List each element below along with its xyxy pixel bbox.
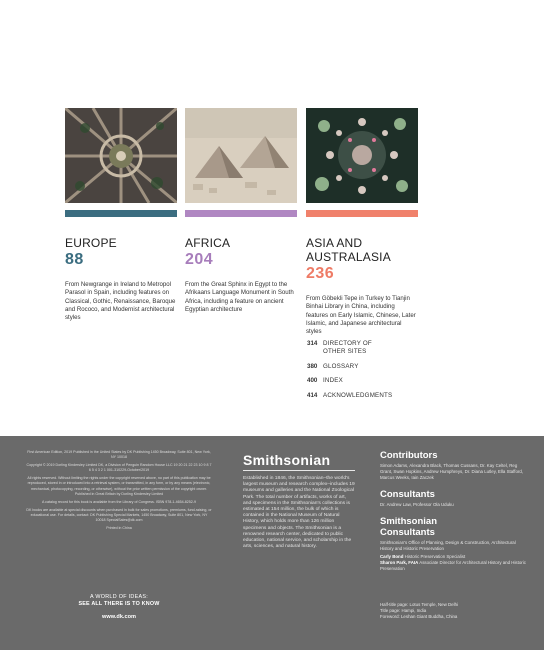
consultant-name: Sharon Park, FAIA — [380, 560, 419, 566]
copyright-info: Copyright © 2019 Dorling Kindersley Limited DK, a Division of Penguin Random House LLC 19 20 21 22 23 10 9 8 7 6 5 4 3 2 1 001-310229-October/2019 — [26, 463, 212, 473]
entry-label — [323, 340, 372, 356]
region-title-line1: ASIA AND — [306, 236, 363, 250]
region-description: From the Great Sphinx in Egypt to the Afrikaans Language Monument in South Africa, including a feature on ancient Egyptian architecture — [185, 281, 294, 313]
asia-color-bar — [306, 210, 418, 217]
temple-aerial-image — [306, 108, 418, 203]
entry-page-number: 400 — [307, 377, 318, 385]
smithsonian-consultant — [380, 560, 530, 572]
region-description: From Göbekli Tepe in Turkey to Tianjin Binhai Library in China, including features on Early Islamic, Chinese, Later Islamic, and Japanese architectural styles — [306, 295, 416, 336]
credits-block — [380, 450, 530, 572]
entry-label: ACKNOWLEDGMENTS — [323, 392, 393, 400]
consultants-heading: Consultants — [380, 488, 435, 500]
dk-slogan — [26, 594, 212, 608]
photo-credits — [380, 602, 530, 620]
smithsonian-logo: Smithsonian — [243, 452, 331, 468]
entry-page-number: 380 — [307, 362, 318, 370]
photo-credit-half-title: Half-title page: Lotus Temple, New Delhi — [380, 602, 459, 607]
entry-label-line1: DIRECTORY OF — [323, 340, 372, 347]
edition-info: First American Edition, 2019 Published in the United States by DK Publishing 1450 Broadway, Suite 801, New York, NY 10018 — [27, 450, 211, 460]
special-sales-info: DK books are available at special discounts when purchased in bulk for sales promotions, premiums, fund-raising, or educational use. For details, contact: DK Publishing Special Markets, 1450 Broadway, Suite 801, New York, NY 10018 SpecialSales@dk.com — [26, 507, 212, 523]
region-description: From Newgrange in Ireland to Metropol Parasol in Spain, including features on Classical, Gothic, Renaissance, Baroque and Rococo, and Modernist architectural styles — [65, 281, 176, 322]
entry-page-number: 314 — [307, 340, 318, 347]
paris-aerial-image — [65, 108, 177, 203]
africa-photo — [185, 108, 297, 203]
consultants-list: Dr. Andrew Law, Professor Ola Uduku — [380, 501, 454, 507]
dk-website-link[interactable]: www.dk.com — [102, 614, 136, 620]
rights-info: All rights reserved. Without limiting the rights under the copyright reserved above, no part of this publication may be reproduced, stored in or introduced into a retrieval system, or transmitted, in any form, or by any means (electronic, mechanical, photocopying, recording, or otherwise), without the prior written permission of the copyright owner. Published in Great Britain by Dorling Kindersley Limited — [27, 476, 211, 496]
region-africa[interactable] — [185, 236, 307, 314]
smithsonian-description: Established in 1846, the Smithsonian–the world's largest museum and research complex–includes 19 museums and galleries and the National Zoological Park. The total number of artifacts, works of art, and specimens in the Smithsonian's collections is estimated at 154 million, the bulk of which is contained in the National Museum of Natural History, which holds more than 126 million specimens and objects. The Smithsonian is a renowned research center, dedicated to public education, national service, and scholarship in the arts, sciences, and natural history. — [243, 476, 355, 550]
contents-entry-acknowledgments[interactable] — [307, 392, 437, 400]
smithsonian-consultants-intro: Smithsonian's Office of Planning, Design & Construction, Architectural History and Historic Preservation — [380, 539, 516, 551]
europe-color-bar — [65, 210, 177, 217]
catalog-info: A catalog record for this book is available from the Library of Congress. ISBN 978-1-4654-8252-9 — [41, 499, 196, 504]
region-title-line2: AUSTRALASIA — [306, 250, 391, 264]
region-page-number: 236 — [306, 265, 335, 282]
photo-credit-title-page: Title page: Hampi, India — [380, 608, 427, 613]
giza-pyramids-image — [185, 108, 297, 203]
contents-entry-glossary[interactable] — [307, 363, 437, 371]
region-title: AFRICA — [185, 236, 231, 250]
consultant-role: Associate Director for Architectural History and Historic Preservation — [380, 560, 526, 572]
consultant-role: Historic Preservation Specialist — [404, 554, 466, 560]
region-europe[interactable] — [65, 236, 187, 322]
entry-page-number: 414 — [307, 392, 318, 400]
smithsonian-consultants-heading-line1: Smithsonian — [380, 515, 438, 527]
consultant-name: Carly Bond — [380, 554, 404, 560]
africa-color-bar — [185, 210, 297, 217]
region-title: EUROPE — [65, 236, 117, 250]
entry-label: INDEX — [323, 377, 343, 385]
copyright-block — [26, 450, 212, 534]
photo-credit-foreword: Foreword: Leshan Giant Buddha, China — [380, 614, 458, 619]
slogan-line2: SEE ALL THERE IS TO KNOW — [78, 601, 160, 607]
printed-in: Printed in China — [106, 526, 132, 531]
slogan-line1: A WORLD OF IDEAS: — [89, 594, 149, 600]
contents-entry-index[interactable] — [307, 377, 437, 385]
asia-photo — [306, 108, 418, 203]
entry-label: GLOSSARY — [323, 362, 359, 370]
back-matter-list — [307, 340, 437, 407]
contributors-heading: Contributors — [380, 450, 438, 461]
entry-label-line2: OTHER SITES — [323, 347, 367, 355]
contents-entry-directory[interactable] — [307, 340, 437, 356]
smithsonian-consultants-heading-line2: Consultants — [380, 526, 435, 538]
smithsonian-divider — [243, 470, 355, 471]
region-page-number: 88 — [65, 251, 84, 268]
region-page-number: 204 — [185, 251, 214, 268]
contributors-list: Simon Adams, Alexandra Black, Thomas Cussans, Dr. Kay Celtel, Reg Grant, Swan Hopkins, Andrew Humphreys, Dr. Diana Lutley, Ella Stafford, Marcus Weeks, Iain Zaczek — [380, 463, 524, 480]
europe-photo — [65, 108, 177, 203]
region-asia-australasia[interactable] — [306, 236, 418, 336]
